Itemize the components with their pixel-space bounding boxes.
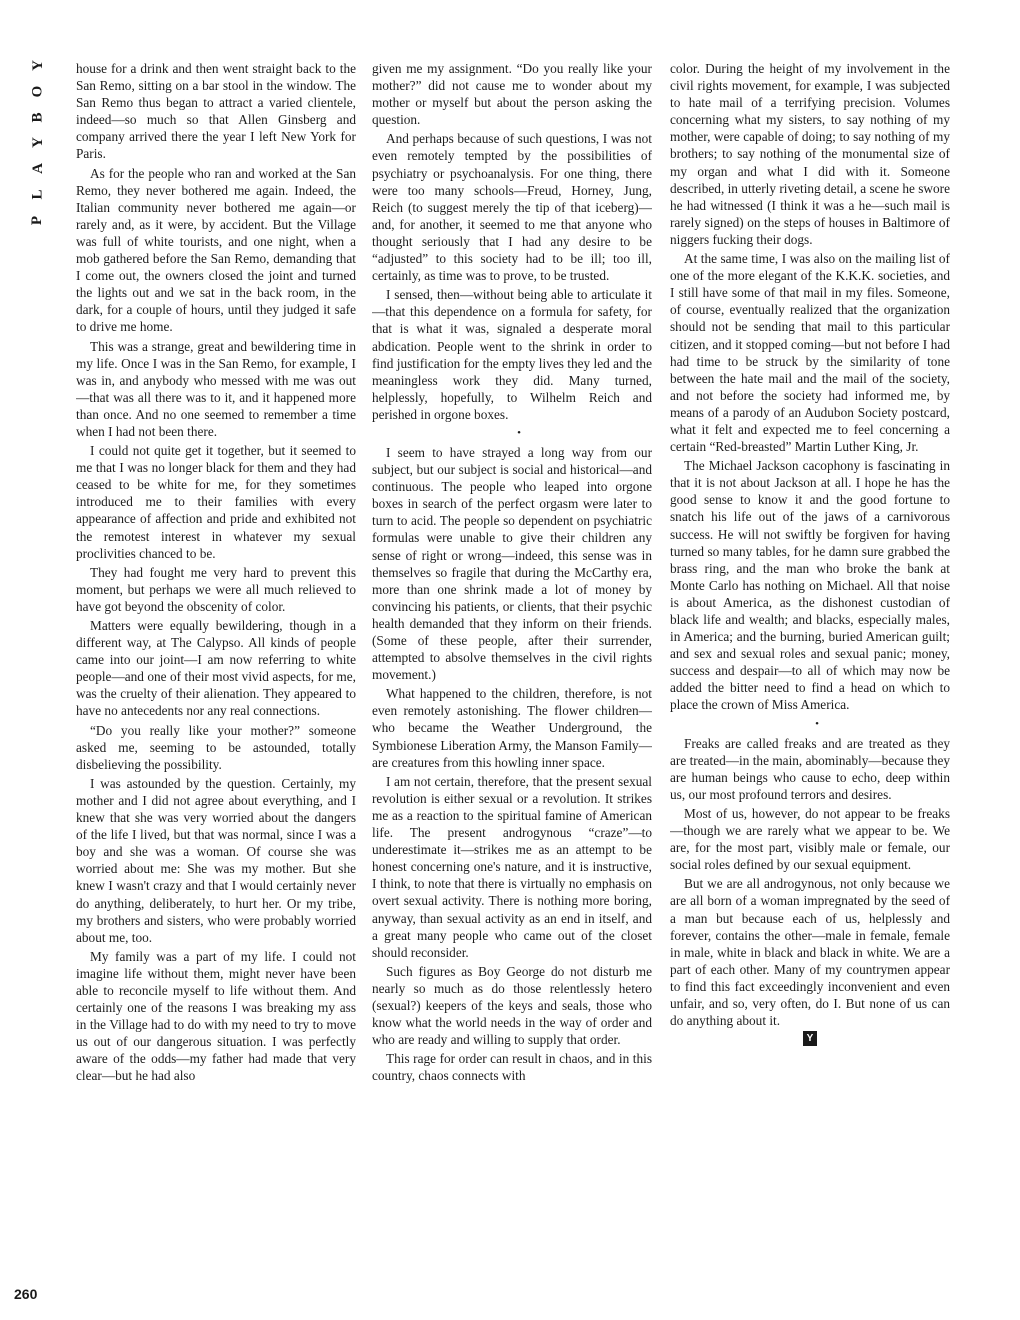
paragraph: This was a strange, great and bewildering time in my life. Once I was in the San Remo, for example, I was in, and anybody who messed with me was out—that was all there was to it, and it happened more than once. And no one seemed to remember a time when I had not been there. [76, 338, 356, 439]
paragraph: Most of us, however, do not appear to be freaks—though we are rarely what we appear to be. We are, for the most part, visibly male or female, our social roles defined by our sexual equipment. [670, 805, 950, 873]
paragraph: I am not certain, therefore, that the present sexual revolution is either sexual or a revolution. It strikes me as a reaction to the spiritual famine of American life. The present androgynous “craze”—to underestimate it—strikes me as an attempt to be honest concerning one's nature, and it is instructive, I think, to note that there is virtually no emphasis on overt sexual activity. There is nothing more boring, anyway, than sexual activity as an end in itself, and a great many people who came out of the closet should reconsider. [372, 773, 652, 960]
paragraph: My family was a part of my life. I could not imagine life without them, might never have been able to reconcile myself to life without them. And certainly one of the reasons I was breaking my ass in the Village had to do with my need to try to move us out of our dangerous situation. I was perfectly aware of the odds—my father had made that very clear—but he had also [76, 948, 356, 1084]
text-column-1 [76, 60, 356, 1302]
paragraph: Such figures as Boy George do not disturb me nearly so much as do those relentlessly hetero (sexual?) keepers of the keys and seals, those who know what the world needs in the way of order and who are ready and willing to supply that order. [372, 963, 652, 1048]
paragraph: They had fought me very hard to prevent this moment, but perhaps we were all much relieved to have got beyond the obscenity of color. [76, 564, 356, 614]
paragraph: color. During the height of my involvement in the civil rights movement, for example, I was subjected to hate mail of a terrifying precision. Volumes concerning what my sisters, to say nothing of my mother, were capable of doing; to say nothing of my brothers; to say nothing of the monumental size of my organ and what I did with it. Someone described, in utterly riveting detail, a scene he swore he had witnessed (I think it was a he—such mail is rarely signed) on the steps of houses in Baltimore of niggers fucking their dogs. [670, 61, 950, 247]
text-column-2 [372, 60, 652, 1302]
masthead-letter: Y [29, 137, 46, 149]
paragraph: house for a drink and then went straight back to the San Remo, sitting on a bar stool in the window. The San Remo thus began to attract a varied clientele, indeed—so much so that Allen Ginsberg and company arrived there the year I left New York for Paris. [76, 61, 356, 162]
paragraph: And perhaps because of such questions, I was not even remotely tempted by the possibilities of psychiatry or psychoanalysis. For one thing, there were too many schools—Freud, Horney, Jung, Reich (to suggest merely the tip of that iceberg)—and, for another, it seemed to me that anyone who thought seriously that I had any desire to be “adjusted” to this society had to be ill; too ill, certainly, as time was to prove, to be trusted. [372, 131, 652, 284]
paragraph: This rage for order can result in chaos, and in this country, chaos connects with [372, 1051, 652, 1084]
masthead-letter: O [29, 85, 46, 98]
paragraph: As for the people who ran and worked at the San Remo, they never bothered me again. Indeed, the Italian community never bothered me again—or rarely and, as it were, by accident. But the Village was full of white tourists, and one night, when a mob gathered before the San Remo, demanding that I come out, the owners closed the joint and turned the lights out and we sat in the back room, in the dark, for a couple of hours, until they judged it safe to drive me home. [76, 165, 356, 335]
paragraph: The Michael Jackson cacophony is fascinating in that it is not about Jackson at all. I hope he has the good sense to know it and the good fortune to snatch his life out of the jaws of a carnivorous success. He will not swiftly be forgiven for having turned so many tables, for he damn sure grabbed the brass ring, and the man who broke the bank at Monte Carlo has nothing on Michael. All that noise is about America, as the dishonest custodian of black life and wealth; and blacks, especially males, in America; and the burning, buried American guilt; and sex and sexual roles and sexual panic; money, success and despair—to all of which may now be added the bitter need to find a head on which to place the crown of Miss America. [670, 458, 950, 713]
paragraph: But we are all androgynous, not only because we are all born of a woman impregnated by the seed of a man but because each of us, helplessly and forever, contains the other—male in female, female in male, white in black and black in white. We are a part of each other. Many of my countrymen appear to find this fact exceedingly inconvenient and even unfair, and so, very often, do I. But none of us can do anything about it. [670, 876, 950, 1029]
paragraph: I was astounded by the question. Certainly, my mother and I did not agree about everything, and I knew that she was very worried about the dangers of the life I lived, but that was normal, since I was a boy and she was a woman. Of course she was worried about me: She was my mother. But she knew I wasn't crazy and that I would certainly never do anything, deliberately, to hurt her. Or my tribe, my brothers and sisters, who were probably worried about me, too. [76, 775, 356, 945]
masthead-letter: A [29, 163, 46, 175]
paragraph: given me my assignment. “Do you really like your mother?” did not cause me to wonder about my mother or myself but about the person asking the question. [372, 61, 652, 128]
section-break: • [517, 426, 521, 439]
paragraph: At the same time, I was also on the mailing list of one of the more elegant of the K.K.K. societies, and I still have some of that mail in my files. Someone, of course, eventually realized that the organization should not be sending that mail to this particular citizen, and it stopped coming—but not before I had had time to be struck by the similarity of tone between the hate mail and the mail of the society, and not before the society had informed me, by means of a parody of an Audubon Society postcard, what it felt and expected me to feel concerning a certain “Red-breasted” Martin Luther King, Jr. [670, 251, 950, 455]
masthead-letter: L [29, 189, 46, 200]
paragraph: I sensed, then—without being able to articulate it—that this dependence on a formula for safety, for that is what it was, signaled a desperate moral abdication. People went to the shrink in order to find justification for the empty lives they led and the meaningless work they did. Many turned, helplessly, hopefully, to Wilhelm Reich and perished in orgone boxes. [372, 287, 652, 422]
section-break: • [815, 717, 819, 730]
paragraph: Matters were equally bewildering, though in a different way, at The Calypso. All kinds of people came into our joint—I am now referring to white people—and one of their most vivid aspects, for me, was the cruelty of their alienation. They appeared to have no antecedents nor any real connections. [76, 618, 356, 719]
paragraph: What happened to the children, therefore, is not even remotely astonishing. The flower children—who became the Weather Underground, the Symbionese Liberation Army, the Manson Family—are creatures from this howling inner space. [372, 686, 652, 770]
paragraph: I could not quite get it together, but it seemed to me that I was no longer black for them and they had ceased to be white for me, for they sometimes introduced me to their families with every appearance of affection and pride and exhibited not the remotest interest in whatever my sexual proclivities chanced to be. [76, 443, 356, 561]
masthead-letter: Y [29, 60, 46, 71]
text-column-3 [670, 60, 950, 1302]
masthead-letter: P [29, 215, 46, 226]
page-number: 260 [14, 1286, 38, 1302]
paragraph: “Do you really like your mother?” someone asked me, seeming to be astounded, totally disbelieving the possibility. [76, 722, 356, 772]
paragraph: I seem to have strayed a long way from our subject, but our subject is social and historical—and continuous. The people who leaped into orgone boxes in search of the perfect orgasm were later to turn to acid. The people so dependent on psychiatric formulas were unable to give their children any sense of right or wrong—indeed, this sense was in themselves so fragile that during the McCarthy era, more than one shrink made a lot of money by convincing his patients, or clients, that their psychic health demanded that they inform on their friends. (Some of these people, after their surrender, attempted to absolve themselves in the civil rights movement.) [372, 444, 652, 683]
magazine-masthead [26, 58, 50, 228]
end-of-article-icon: Y [803, 1031, 817, 1046]
masthead-letter: B [29, 112, 46, 123]
paragraph: Freaks are called freaks and are treated as they are treated—in the main, abominably—because they are human beings who cause to echo, deep within us, our most profound terrors and desires. [670, 735, 950, 802]
